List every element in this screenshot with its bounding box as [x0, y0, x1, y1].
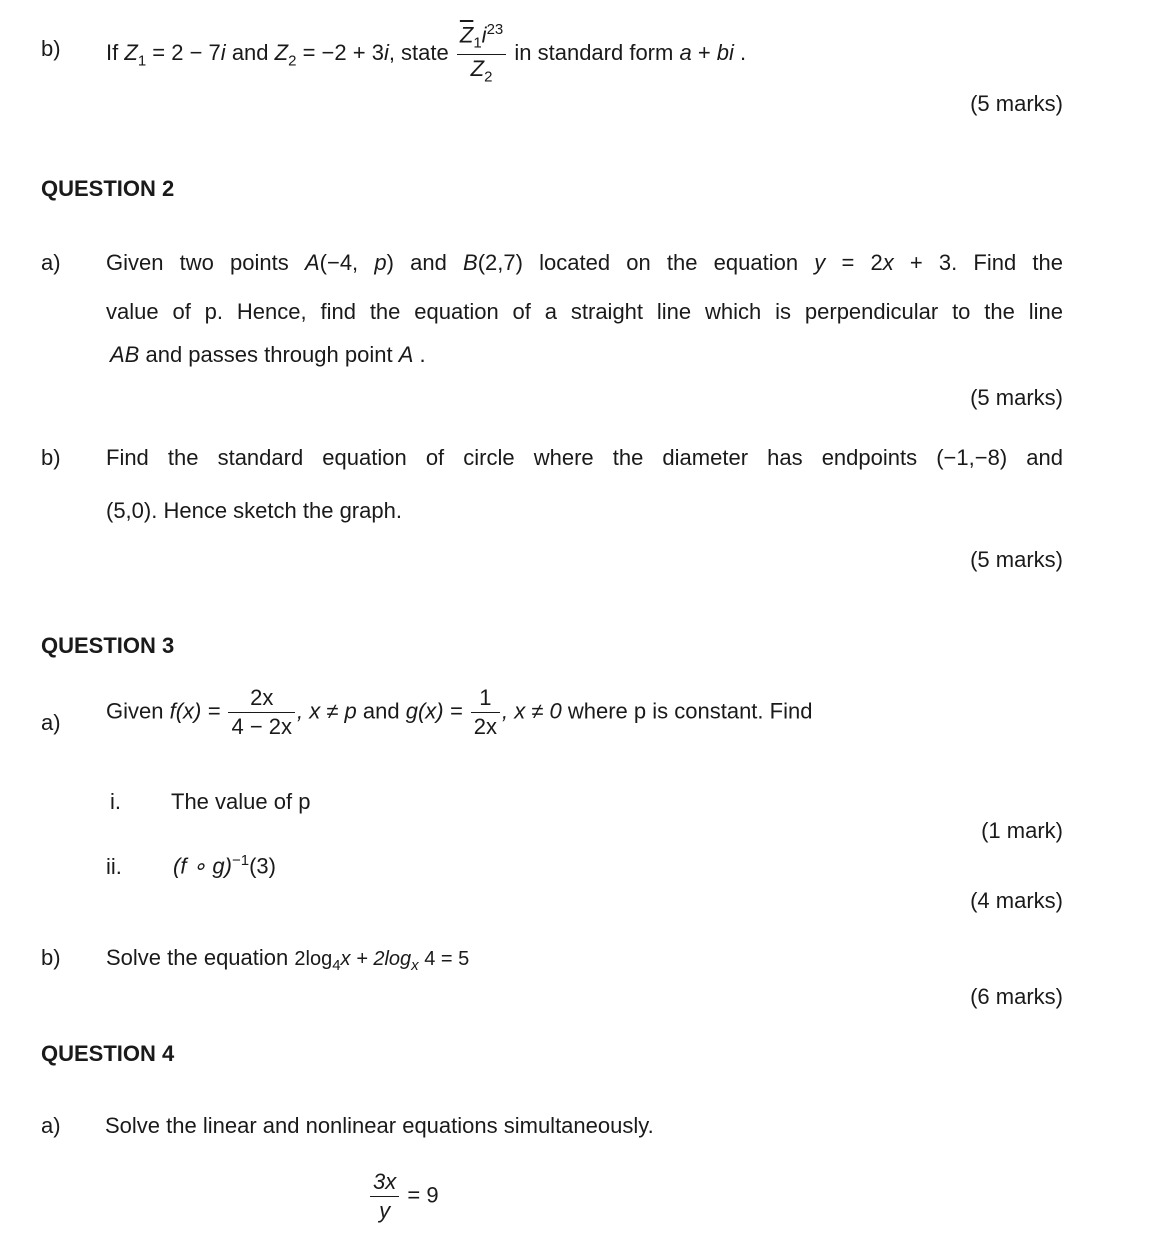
q1b-form-plus: +	[691, 39, 717, 65]
q2-heading: QUESTION 2	[41, 176, 175, 201]
q3a-g-condition: , x ≠ 0	[501, 698, 562, 724]
q2a-eq-x: x	[882, 250, 894, 275]
q2b-endpoint-2: (5,0)	[106, 498, 152, 523]
q2a-passes: and passes through point	[145, 342, 393, 367]
q2b-and: and	[1026, 445, 1063, 470]
q4a-label: a)	[41, 1113, 61, 1138]
q2a-find: . Find the	[951, 250, 1063, 275]
q3b-marks: (6 marks)	[970, 984, 1063, 1009]
q2b-find: Find the standard equation of circle where the diameter has endpoints	[106, 445, 918, 470]
q3a-and: and	[362, 698, 400, 724]
q3a-ii-label: ii.	[106, 854, 122, 879]
q2a-point-a: (−4,	[319, 250, 375, 275]
q2a-line2: value of p. Hence, find the equation of a straight line which is perpendicular to the line	[106, 299, 1063, 324]
q2b-endpoint-1: (−1,−8)	[936, 445, 1008, 470]
q2a-eq-end: + 3	[893, 250, 952, 275]
q3a-f-fraction	[228, 686, 295, 739]
q1b-power: 23	[486, 21, 504, 38]
q1b-label: b)	[41, 36, 61, 61]
q4a-rhs: = 9	[407, 1182, 439, 1208]
q1b-form-bi: bi	[716, 39, 734, 65]
q1b-and: and	[231, 39, 269, 65]
q2a-eq-mid: = 2	[825, 250, 883, 275]
q2a-label: a)	[41, 250, 61, 275]
q3b-eq-base2: x	[411, 957, 419, 974]
q3a-f-numerator: 2x	[228, 686, 295, 713]
q1b-z2-value: = −2 + 3	[302, 39, 384, 65]
q1b-if: If	[106, 39, 119, 65]
q2a-eq-y: y	[814, 250, 826, 275]
q3a-g-numerator: 1	[471, 686, 500, 713]
q3a-i-text: The value of p	[171, 789, 311, 814]
q3a-ii-composite: (f ∘ g)	[173, 853, 232, 879]
q2a-point-a-p: p	[374, 250, 387, 275]
q3b-text	[106, 945, 469, 974]
q4a-text: Solve the linear and nonlinear equations simultaneously.	[105, 1113, 654, 1138]
q2a-marks: (5 marks)	[970, 385, 1063, 410]
q2a-point-a-end: )	[386, 250, 394, 275]
q3a-i-marks: (1 mark)	[981, 818, 1063, 843]
q2b-line1	[106, 445, 1063, 471]
q2a-ab: AB	[110, 342, 140, 367]
q1b-text: If $Z_1 = 2 - 7i$ and $Z_2 = -2 + 3i$, state $\frac{\overline{Z}_1i^{23}}{Z_2}$ in standard form a + bi .	[106, 21, 747, 86]
q2a-and: and	[410, 250, 447, 275]
q4a-equation	[368, 1170, 439, 1223]
q2a-point-label: A	[398, 342, 414, 367]
q3a-i-label: i.	[110, 789, 121, 814]
q3b-eq-base1: 4	[332, 957, 341, 974]
q2b-sketch: . Hence sketch the graph.	[151, 498, 402, 523]
q1b-standard-form: in standard form	[514, 39, 674, 65]
q3b-label: b)	[41, 945, 61, 970]
q3a-where: where p is constant. Find	[567, 698, 813, 724]
q4-heading: QUESTION 4	[41, 1041, 175, 1066]
q3a-ii-marks: (4 marks)	[970, 888, 1063, 913]
q1b-state: , state	[388, 39, 449, 65]
q1b-fraction: $\frac{\overline{Z}_1i^{23}}{Z_2}$	[457, 22, 506, 86]
q2a-line1: Given two points A(−4, p) and B(2,7) located on the equation y = 2x + 3. Find the	[106, 250, 1063, 275]
q3a-f-condition: , x ≠ p	[297, 698, 357, 724]
q2a-line3-end: .	[419, 342, 426, 367]
q3b-eq-part2: x + 2log	[340, 948, 412, 970]
q3a-given: Given	[106, 698, 164, 724]
q2b-line2	[106, 498, 402, 524]
q1b-z1-value: = 2 − 7	[152, 39, 221, 65]
q2a-point-b: (2,7)	[477, 250, 523, 275]
q3b-eq-part3: 4 = 5	[424, 948, 470, 970]
q4a-numerator: 3x	[373, 1169, 397, 1194]
q3a-g-fraction	[471, 686, 500, 739]
q3a-ii-arg: (3)	[249, 853, 276, 879]
q4a-denominator: y	[379, 1198, 391, 1224]
q3a-g-denominator: 2x	[473, 714, 497, 740]
q3a-f-denominator: 4 − 2x	[231, 714, 293, 740]
q2b-label: b)	[41, 445, 61, 470]
q3a-g-name: g(x) =	[405, 698, 463, 724]
q3b-eq-part1: 2log	[294, 948, 333, 970]
q2a-given: Given two points	[106, 250, 289, 275]
q3b-solve: Solve the equation	[106, 945, 289, 970]
q1b-end: .	[740, 39, 747, 65]
q4a-fraction	[370, 1170, 399, 1223]
q3-heading: QUESTION 3	[41, 633, 175, 658]
q1b-marks: (5 marks)	[970, 91, 1063, 116]
q3a-label: a)	[41, 710, 61, 735]
q3a-f-name: f(x) =	[169, 698, 221, 724]
q2a-line3	[110, 342, 426, 368]
q2b-marks: (5 marks)	[970, 547, 1063, 572]
q3a-text	[106, 686, 812, 739]
q3a-ii-inverse: −1	[232, 852, 250, 869]
q2a-located: located on the equation	[539, 250, 799, 275]
q3b-equation	[294, 948, 470, 974]
q3a-ii-text	[173, 852, 276, 879]
q1b-form-a: a	[679, 39, 692, 65]
